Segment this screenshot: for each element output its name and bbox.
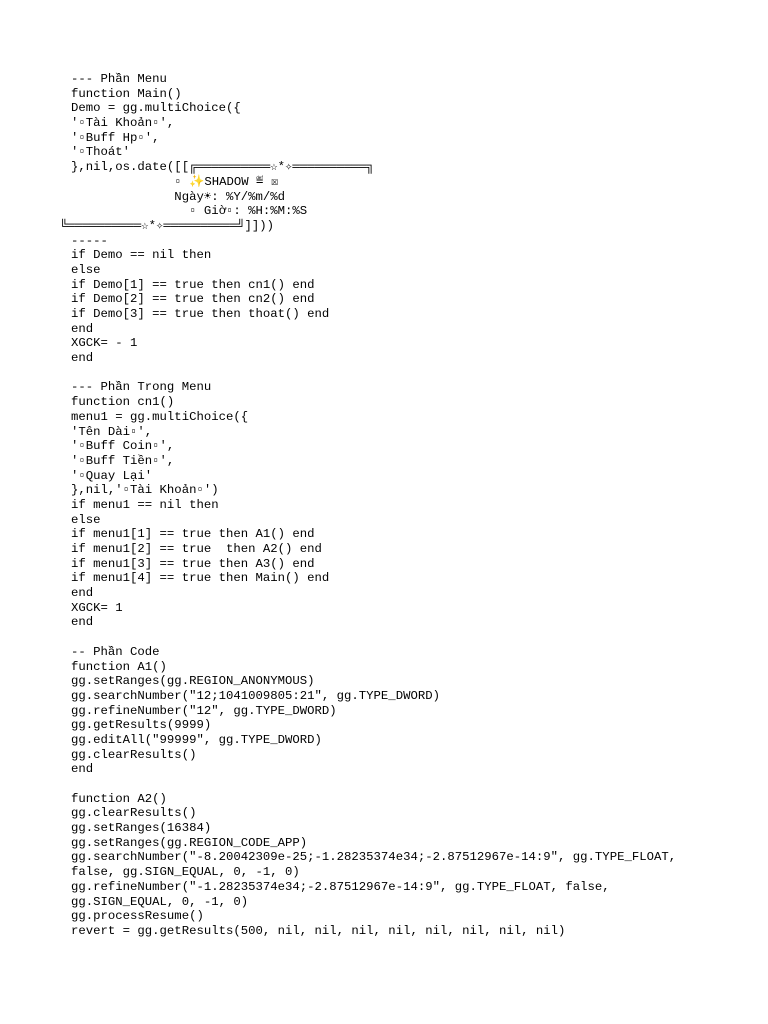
code-line-1: --- Phần Menu [71, 72, 167, 86]
code-line-38: end [71, 615, 94, 630]
code-line-42: gg.setRanges(gg.REGION_ANONYMOUS) [71, 674, 315, 689]
code-line-21 [71, 366, 676, 381]
code-line-10: ▫ Giờ▫: %H:%M:%S [71, 204, 308, 219]
code-line-5: '▫Buff Hp▫', [71, 130, 160, 145]
code-line-3: Demo = gg.multiChoice({ [71, 101, 241, 116]
code-line-47: gg.clearResults() [71, 747, 197, 762]
code-line-13: if Demo == nil then [71, 248, 212, 263]
code-line-4: '▫Tài Khoản▫', [71, 116, 175, 131]
code-line-39 [71, 630, 676, 645]
code-line-54: gg.searchNumber("-8.20042309e-25;-1.28235374e34;-2.87512967e-14:9", gg.TYPE_FLOAT, [71, 850, 677, 865]
code-line-25: 'Tên Dài▫', [71, 424, 153, 439]
code-line-45: gg.getResults(9999) [71, 718, 212, 733]
code-line-20: end [71, 351, 94, 366]
code-line-19: XGCK= - 1 [71, 336, 138, 351]
code-line-16: if Demo[2] == true then cn2() end [71, 292, 315, 307]
code-line-23: function cn1() [71, 395, 175, 410]
code-line-57: gg.SIGN_EQUAL, 0, -1, 0) [71, 894, 249, 909]
code-line-40: -- Phần Code [71, 644, 160, 659]
code-line-24: menu1 = gg.multiChoice({ [71, 409, 249, 424]
code-line-48: end [71, 762, 94, 777]
code-line-53: gg.setRanges(gg.REGION_CODE_APP) [71, 835, 308, 850]
code-line-8: ▫ ✨SHADOW ≝ ☒ [71, 174, 279, 189]
code-line-15: if Demo[1] == true then cn1() end [71, 277, 315, 292]
code-line-6: '▫Thoát' [71, 145, 131, 160]
code-line-14: else [71, 262, 101, 277]
code-line-50: function A2() [71, 791, 167, 806]
code-line-2: function Main() [71, 86, 182, 101]
code-line-55: false, gg.SIGN_EQUAL, 0, -1, 0) [71, 865, 300, 880]
code-line-41: function A1() [71, 659, 167, 674]
code-line-35: if menu1[4] == true then Main() end [71, 571, 330, 586]
code-line-27: '▫Buff Tiền▫', [71, 453, 175, 468]
code-line-58: gg.processResume() [71, 909, 204, 924]
code-line-11: ╚══════════☆*✧══════════╝]])) [60, 218, 275, 233]
code-line-7: },nil,os.date([[╔══════════☆*✧══════════╗ [71, 160, 374, 175]
code-line-9: Ngày☀: %Y/%m/%d [71, 189, 286, 204]
code-line-59: revert = gg.getResults(500, nil, nil, nil, nil, nil, nil, nil, nil) [71, 923, 566, 938]
code-line-32: if menu1[1] == true then A1() end [71, 527, 315, 542]
code-line-28: '▫Quay Lại' [71, 468, 153, 483]
code-line-34: if menu1[3] == true then A3() end [71, 556, 315, 571]
code-line-30: if menu1 == nil then [71, 497, 219, 512]
code-listing [60, 72, 677, 939]
code-line-49 [71, 777, 676, 792]
code-line-17: if Demo[3] == true then thoat() end [71, 307, 330, 321]
code-line-43: gg.searchNumber("12;1041009805:21", gg.TYPE_DWORD) [71, 688, 440, 703]
code-line-56: gg.refineNumber("-1.28235374e34;-2.87512967e-14:9", gg.TYPE_FLOAT, false, [71, 879, 610, 894]
code-line-46: gg.editAll("99999", gg.TYPE_DWORD) [71, 732, 322, 747]
code-line-36: end [71, 586, 94, 601]
code-line-26: '▫Buff Coin▫', [71, 439, 175, 454]
code-line-52: gg.setRanges(16384) [71, 821, 212, 836]
code-line-33: if menu1[2] == true then A2() end [71, 542, 322, 556]
code-line-22: --- Phần Trong Menu [71, 380, 212, 395]
code-line-18: end [71, 321, 94, 336]
code-line-51: gg.clearResults() [71, 806, 197, 821]
code-line-37: XGCK= 1 [71, 600, 123, 615]
code-line-31: else [71, 512, 101, 527]
code-line-44: gg.refineNumber("12", gg.TYPE_DWORD) [71, 703, 337, 718]
code-line-29: },nil,'▫Tài Khoản▫') [71, 483, 219, 498]
code-line-12: ----- [71, 233, 108, 248]
